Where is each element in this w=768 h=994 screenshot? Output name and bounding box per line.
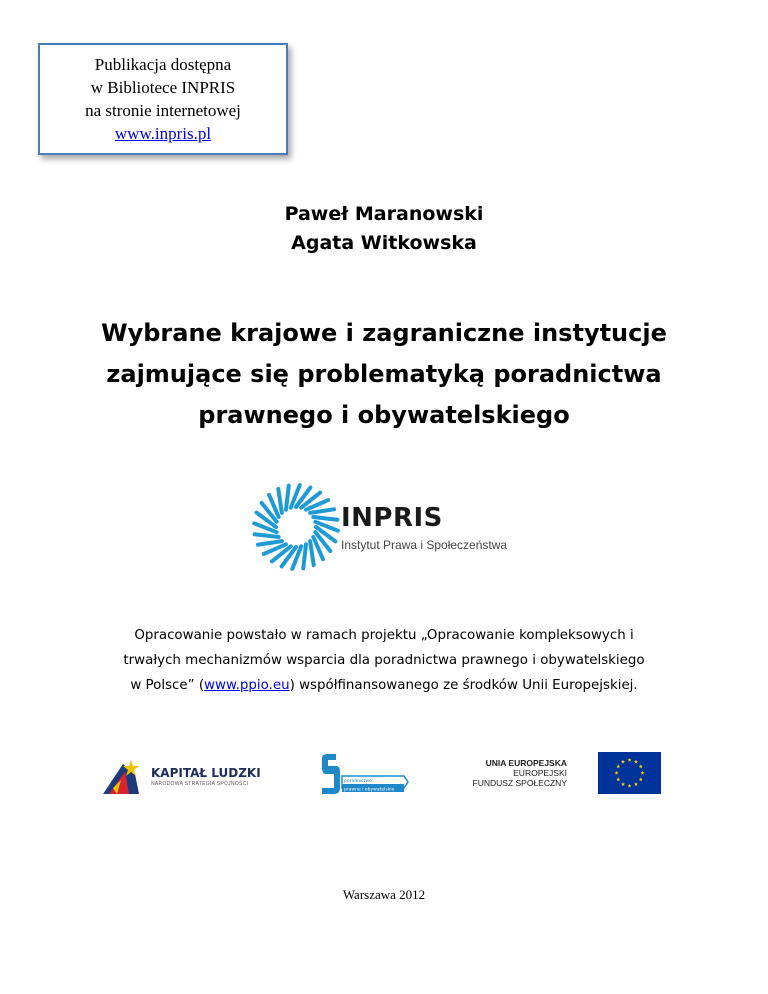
poradnictwo-line-2: prawne i obywatelskie: [344, 787, 395, 793]
inpris-website-link[interactable]: www.inpris.pl: [114, 124, 212, 143]
kapital-ludzki-subtitle: NARODOWA STRATEGIA SPÓJNOŚCI: [151, 781, 249, 787]
inpris-logo-name: INPRIS: [341, 503, 443, 533]
library-notice-box: [38, 43, 288, 155]
eu-social-fund-logo: [470, 750, 665, 796]
notice-line-3: na stronie internetowej: [85, 101, 241, 120]
eu-line-2: EUROPEJSKI: [513, 768, 567, 778]
title-line-3: prawnego i obywatelskiego: [198, 401, 570, 429]
authors: [0, 200, 768, 258]
description-line-2: trwałych mechanizmów wsparcia dla poradnictwa prawnego i obywatelskiego: [123, 653, 645, 668]
poradnictwo-emblem-icon: [318, 752, 410, 798]
place-and-year: Warszawa 2012: [342, 887, 426, 902]
eu-line-3: FUNDUSZ SPOŁECZNY: [472, 778, 567, 788]
poradnictwo-logo: [318, 752, 410, 798]
notice-line-1: Publikacja dostępna: [94, 55, 232, 74]
project-description: [70, 623, 698, 698]
notice-line-2: w Bibliotece INPRIS: [90, 78, 236, 97]
author-2: Agata Witkowska: [291, 232, 477, 254]
title-line-1: Wybrane krajowe i zagraniczne instytucje: [101, 319, 667, 347]
title-line-2: zajmujące się problematyką poradnictwa: [106, 360, 662, 388]
document-title: [60, 313, 708, 436]
poradnictwo-line-1: poradnictwo: [344, 779, 372, 784]
eu-flag-icon: [598, 752, 661, 794]
ppio-website-link[interactable]: www.ppio.eu: [204, 678, 290, 693]
eu-fund-text: [473, 758, 567, 788]
kapital-ludzki-logo: [99, 754, 261, 798]
kapital-ludzki-emblem-icon: [99, 754, 145, 798]
eu-line-1: UNIA EUROPEJSKA: [485, 758, 567, 768]
inpris-logo-subtitle: Instytut Prawa i Społeczeństwa: [341, 538, 508, 552]
inpris-logo: [241, 472, 531, 584]
author-1: Paweł Maranowski: [284, 203, 484, 225]
inpris-swirl-icon: [251, 482, 341, 572]
kapital-ludzki-title: KAPITAŁ LUDZKI: [151, 766, 261, 780]
description-line-3: w Polsce” (www.ppio.eu) współfinansowanego ze środków Unii Europejskiej.: [130, 678, 638, 693]
description-line-1: Opracowanie powstało w ramach projektu „Opracowanie kompleksowych i: [134, 628, 634, 643]
